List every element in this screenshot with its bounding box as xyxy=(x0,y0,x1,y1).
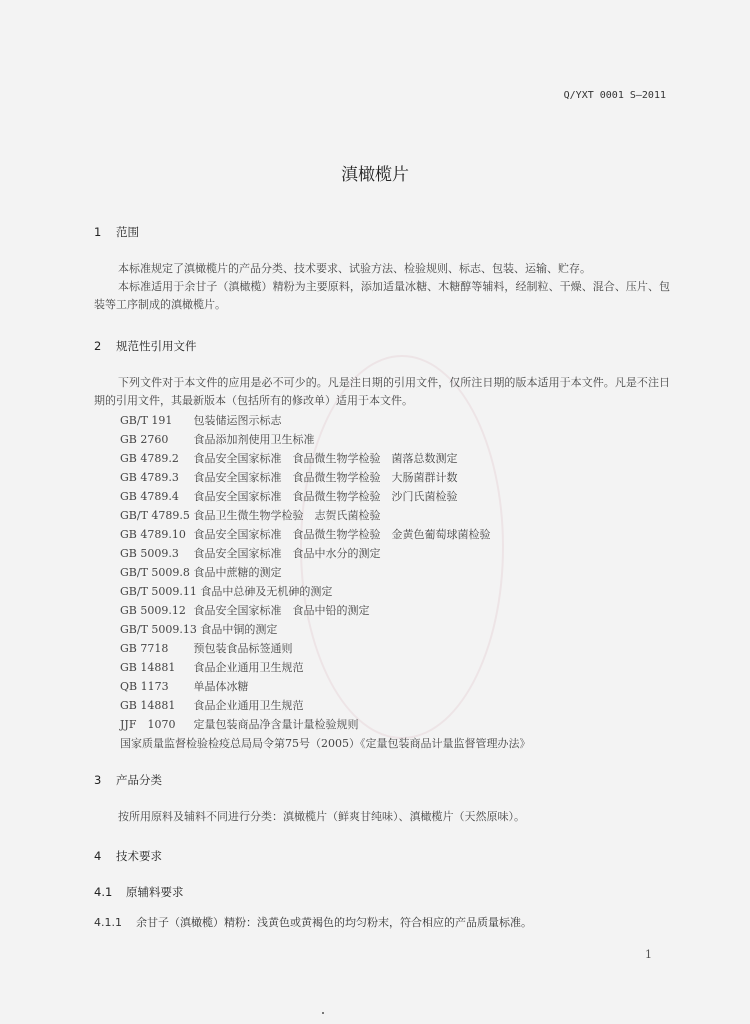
reference-title: 食品安全国家标准 食品微生物学检验 沙门氏菌检验 xyxy=(193,490,458,503)
reference-item xyxy=(120,735,680,754)
reference-code: GB 5009.12 xyxy=(120,604,186,617)
reference-code: GB 14881 xyxy=(120,661,176,674)
reference-item xyxy=(120,545,680,564)
section-1-heading xyxy=(94,224,139,240)
reference-title: 国家质量监督检验检疫总局局令第75号（2005）《定量包装商品计量监督管理办法》 xyxy=(120,737,531,750)
section-3-heading xyxy=(94,772,162,788)
reference-item xyxy=(120,621,680,640)
reference-code: GB/T 5009.11 xyxy=(120,585,197,598)
page-number: 1 xyxy=(645,948,652,961)
reference-item xyxy=(120,602,680,621)
section-2-heading xyxy=(94,338,197,354)
reference-title: 食品安全国家标准 食品微生物学检验 菌落总数测定 xyxy=(193,452,458,465)
section-number: 2 xyxy=(94,339,102,353)
section-title: 产品分类 xyxy=(116,773,162,787)
document-title: 滇橄榄片 xyxy=(341,165,409,185)
reference-title: 食品安全国家标准 食品中铅的测定 xyxy=(193,604,370,617)
scope-paragraph-2: 本标准适用于余甘子（滇橄榄）精粉为主要原料，添加适量冰糖、木糖醇等辅料，经制粒、干燥、混合、压片、包装等工序制成的滇橄榄片。 xyxy=(94,280,670,311)
reference-code: GB 2760 xyxy=(120,433,169,446)
item-number: 4.1.1 xyxy=(94,916,122,929)
reference-title: 食品安全国家标准 食品中水分的测定 xyxy=(193,547,381,560)
reference-code: GB 4789.10 xyxy=(120,528,186,541)
item-4-1-1 xyxy=(94,914,532,930)
reference-item xyxy=(120,659,680,678)
reference-title: 定量包装商品净含量计量检验规则 xyxy=(193,718,359,731)
reference-title: 食品安全国家标准 食品微生物学检验 大肠菌群计数 xyxy=(193,471,458,484)
section-title: 规范性引用文件 xyxy=(116,339,197,353)
reference-title: 食品企业通用卫生规范 xyxy=(193,661,304,674)
reference-code: GB/T 4789.5 xyxy=(120,509,190,522)
reference-item xyxy=(120,564,680,583)
reference-title: 食品添加剂使用卫生标准 xyxy=(193,433,315,446)
reference-title: 食品卫生微生物学检验 志贺氏菌检验 xyxy=(193,509,381,522)
reference-code: GB/T 5009.13 xyxy=(120,623,197,636)
reference-item xyxy=(120,640,680,659)
reference-item xyxy=(120,716,680,735)
reference-code: GB 4789.4 xyxy=(120,490,179,503)
section-number: 4 xyxy=(94,849,102,863)
normative-intro: 下列文件对于本文件的应用是必不可少的。凡是注日期的引用文件，仅所注日期的版本适用于本文件。凡是不注日期的引用文件，其最新版本（包括所有的修改单）适用于本文件。 xyxy=(94,376,670,407)
reference-item xyxy=(120,507,680,526)
reference-code: GB/T 5009.8 xyxy=(120,566,190,579)
section-title: 范围 xyxy=(116,225,139,239)
reference-item xyxy=(120,450,680,469)
classification-text: 按所用原料及辅料不同进行分类：滇橄榄片（鲜爽甘纯味）、滇橄榄片（天然原味）。 xyxy=(118,810,525,823)
reference-item xyxy=(120,431,680,450)
reference-title: 食品中总砷及无机砷的测定 xyxy=(200,585,333,598)
document-code: Q/YXT 0001 S—2011 xyxy=(563,90,666,101)
reference-title: 预包装食品标签通则 xyxy=(193,642,293,655)
section-title: 技术要求 xyxy=(116,849,162,863)
reference-item xyxy=(120,583,680,602)
reference-title: 食品中铜的测定 xyxy=(200,623,278,636)
reference-title: 包装储运图示标志 xyxy=(193,414,282,427)
scope-paragraph-1: 本标准规定了滇橄榄片的产品分类、技术要求、试验方法、检验规则、标志、包装、运输、贮存。 xyxy=(118,262,591,275)
reference-code: GB 4789.2 xyxy=(120,452,179,465)
reference-item xyxy=(120,526,680,545)
section-number: 3 xyxy=(94,773,102,787)
reference-code: GB 5009.3 xyxy=(120,547,179,560)
scan-speck xyxy=(322,1012,324,1014)
subsection-title: 原辅料要求 xyxy=(126,885,184,899)
reference-item xyxy=(120,678,680,697)
reference-code: GB 7718 xyxy=(120,642,169,655)
reference-code: GB 14881 xyxy=(120,699,176,712)
reference-title: 食品中蔗糖的测定 xyxy=(193,566,282,579)
reference-item xyxy=(120,412,680,431)
section-number: 1 xyxy=(94,225,102,239)
reference-list xyxy=(120,412,680,754)
reference-title: 食品安全国家标准 食品微生物学检验 金黄色葡萄球菌检验 xyxy=(193,528,491,541)
reference-code: JJF 1070 xyxy=(120,718,176,731)
reference-item xyxy=(120,488,680,507)
reference-code: QB 1173 xyxy=(120,680,169,693)
reference-code: GB/T 191 xyxy=(120,414,173,427)
reference-title: 单晶体冰糖 xyxy=(193,680,249,693)
subsection-4-1-heading xyxy=(94,884,184,900)
reference-item xyxy=(120,469,680,488)
reference-title: 食品企业通用卫生规范 xyxy=(193,699,304,712)
reference-item xyxy=(120,697,680,716)
section-4-heading xyxy=(94,848,162,864)
reference-code: GB 4789.3 xyxy=(120,471,179,484)
subsection-number: 4.1 xyxy=(94,885,113,899)
item-text: 余甘子（滇橄榄）精粉：浅黄色或黄褐色的均匀粉末，符合相应的产品质量标准。 xyxy=(136,916,532,929)
